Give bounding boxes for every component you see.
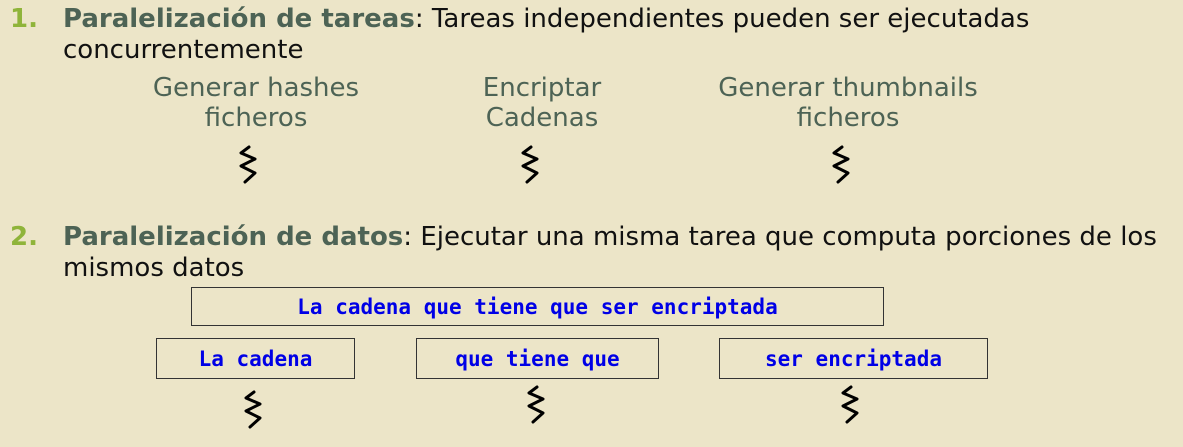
task-label: Encriptar Cadenas: [482, 73, 602, 133]
item-description: : Tareas independientes pueden ser ejecutadas concurrentemente: [63, 4, 1030, 65]
thread-squiggle-icon: [521, 385, 551, 425]
item-term: Paralelización de tareas: [63, 4, 415, 34]
string-part-box: ser encriptada: [719, 338, 988, 379]
string-part-box: que tiene que: [416, 338, 659, 379]
thread-squiggle-icon: [515, 145, 545, 185]
item-description: : Ejecutar una misma tarea que computa porciones de los mismos datos: [63, 222, 1157, 283]
string-part-box: La cadena: [156, 338, 355, 379]
thread-squiggle-icon: [233, 145, 263, 185]
thread-squiggle-icon: [826, 145, 856, 185]
item-number: 1.: [10, 4, 38, 34]
thread-squiggle-icon: [835, 385, 865, 425]
item-number: 2.: [10, 222, 38, 252]
full-string-box: La cadena que tiene que ser encriptada: [191, 287, 884, 326]
item-text: [63, 222, 1178, 284]
thread-squiggle-icon: [238, 390, 268, 430]
item-term: Paralelización de datos: [63, 222, 404, 252]
item-text: [63, 4, 1178, 66]
task-label: Generar thumbnails ficheros: [718, 73, 978, 133]
task-label: Generar hashes ficheros: [152, 73, 360, 133]
